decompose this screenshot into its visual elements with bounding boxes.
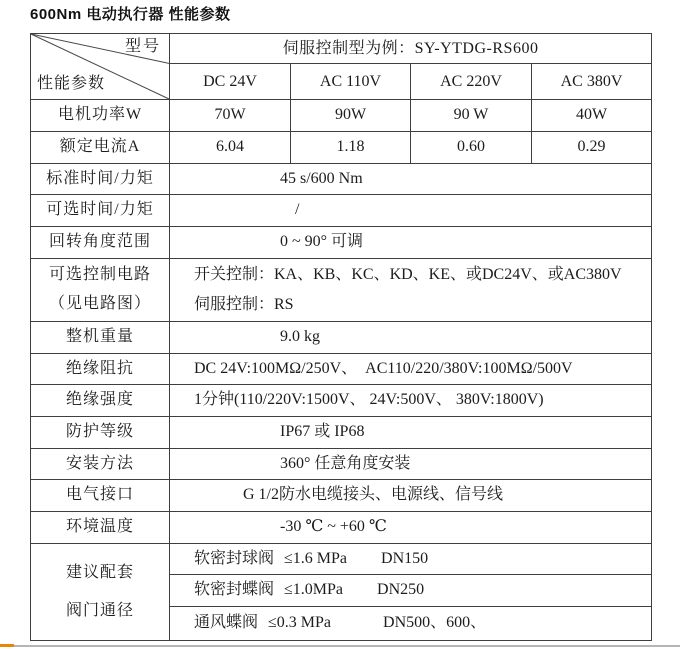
valve-name: 软密封球阀 (194, 549, 275, 567)
spec-table (30, 33, 652, 641)
table-row-motor-power (31, 100, 652, 132)
table-row-insulation-resistance (31, 354, 652, 385)
cell-value: 0.29 (532, 132, 652, 164)
row-label: 标准时间/力矩 (31, 164, 170, 195)
cell-value: 0 ~ 90° 可调 (170, 227, 652, 259)
table-row-protection (31, 417, 652, 449)
valve-pressure: ≤1.6 MPa (284, 549, 348, 567)
cell-value: / (170, 195, 652, 227)
row-label-line2: （见电路图） (48, 295, 151, 312)
row-label: 环境温度 (31, 512, 170, 544)
cell-value: DC 24V:100MΩ/250V、 AC110/220/380V:100MΩ/500V (170, 354, 652, 385)
cell-value (170, 607, 652, 641)
row-label: 绝缘阻抗 (31, 354, 170, 385)
corner-label-model: 型号 (124, 38, 161, 55)
valve-pressure: ≤0.3 MPa (268, 614, 332, 632)
cell-value (170, 575, 652, 607)
valve-dn: DN500、600、 (383, 614, 487, 632)
table-row-optional-time (31, 195, 652, 227)
page-title: 600Nm 电动执行器 性能参数 (30, 6, 231, 23)
cell-value: 1分钟(110/220V:1500V、 24V:500V、 380V:1800V) (170, 385, 652, 417)
voltage-header-ac110v: AC 110V (291, 64, 411, 100)
row-label: 电气接口 (31, 480, 170, 512)
cell-value: 40W (532, 100, 652, 132)
row-label: 防护等级 (31, 417, 170, 449)
cell-value (170, 544, 652, 575)
cell-value: 1.18 (291, 132, 411, 164)
voltage-header-dc24v: DC 24V (170, 64, 291, 100)
control-switch-line: 开关控制：KA、KB、KC、KD、KE、或DC24V、或AC380V (194, 265, 622, 283)
table-row-standard-time (31, 164, 652, 195)
row-label: 绝缘强度 (31, 385, 170, 417)
cell-value: -30 ℃ ~ +60 ℃ (170, 512, 652, 544)
cell-value: IP67 或 IP68 (170, 417, 652, 449)
footer-divider (0, 644, 680, 647)
cell-value: 45 s/600 Nm (170, 164, 652, 195)
voltage-header-ac380v: AC 380V (532, 64, 652, 100)
footer-accent-segment (0, 644, 14, 647)
valve-name: 软密封蝶阀 (194, 581, 275, 599)
table-row-rated-current (31, 132, 652, 164)
cell-value: 0.60 (411, 132, 532, 164)
row-label: 整机重量 (31, 322, 170, 354)
corner-cell (31, 34, 170, 100)
row-label-line1: 可选控制电路 (48, 266, 151, 284)
cell-value: 9.0 kg (170, 322, 652, 354)
row-label-line1: 建议配套 (65, 563, 134, 581)
footer-gray-line (14, 645, 680, 647)
header-row-model (31, 34, 652, 64)
model-value: 伺服控制型为例：SY-YTDG-RS600 (170, 34, 652, 64)
cell-value: 90W (291, 100, 411, 132)
table-row-weight (31, 322, 652, 354)
cell-value: 360° 任意角度安装 (170, 449, 652, 480)
cell-value: G 1/2防水电缆接头、电源线、信号线 (170, 480, 652, 512)
valve-dn: DN150 (381, 549, 429, 567)
valve-name: 通风蝶阀 (194, 614, 259, 632)
row-label: 回转角度范围 (31, 227, 170, 259)
table-row-electrical-interface (31, 480, 652, 512)
voltage-header-ac220v: AC 220V (411, 64, 532, 100)
valve-dn: DN250 (377, 581, 425, 599)
row-label: 安装方法 (31, 449, 170, 480)
table-row-ambient-temperature (31, 512, 652, 544)
row-label-line2: 阀门通径 (65, 602, 134, 619)
table-row-installation (31, 449, 652, 480)
row-label (31, 544, 170, 641)
row-label: 可选时间/力矩 (31, 195, 170, 227)
cell-value: 6.04 (170, 132, 291, 164)
table-row-rotation-range (31, 227, 652, 259)
valve-pressure: ≤1.0MPa (284, 581, 344, 599)
row-label: 额定电流A (31, 132, 170, 164)
table-row-insulation-strength (31, 385, 652, 417)
table-row-valve-ball (31, 544, 652, 575)
cell-value (170, 259, 652, 322)
corner-label-parameters: 性能参数 (37, 74, 106, 92)
row-label: 电机功率W (31, 100, 170, 132)
row-label (31, 259, 170, 322)
cell-value: 90 W (411, 100, 532, 132)
cell-value: 70W (170, 100, 291, 132)
table-row-control-circuit (31, 259, 652, 322)
control-servo-line: 伺服控制：RS (194, 296, 294, 313)
